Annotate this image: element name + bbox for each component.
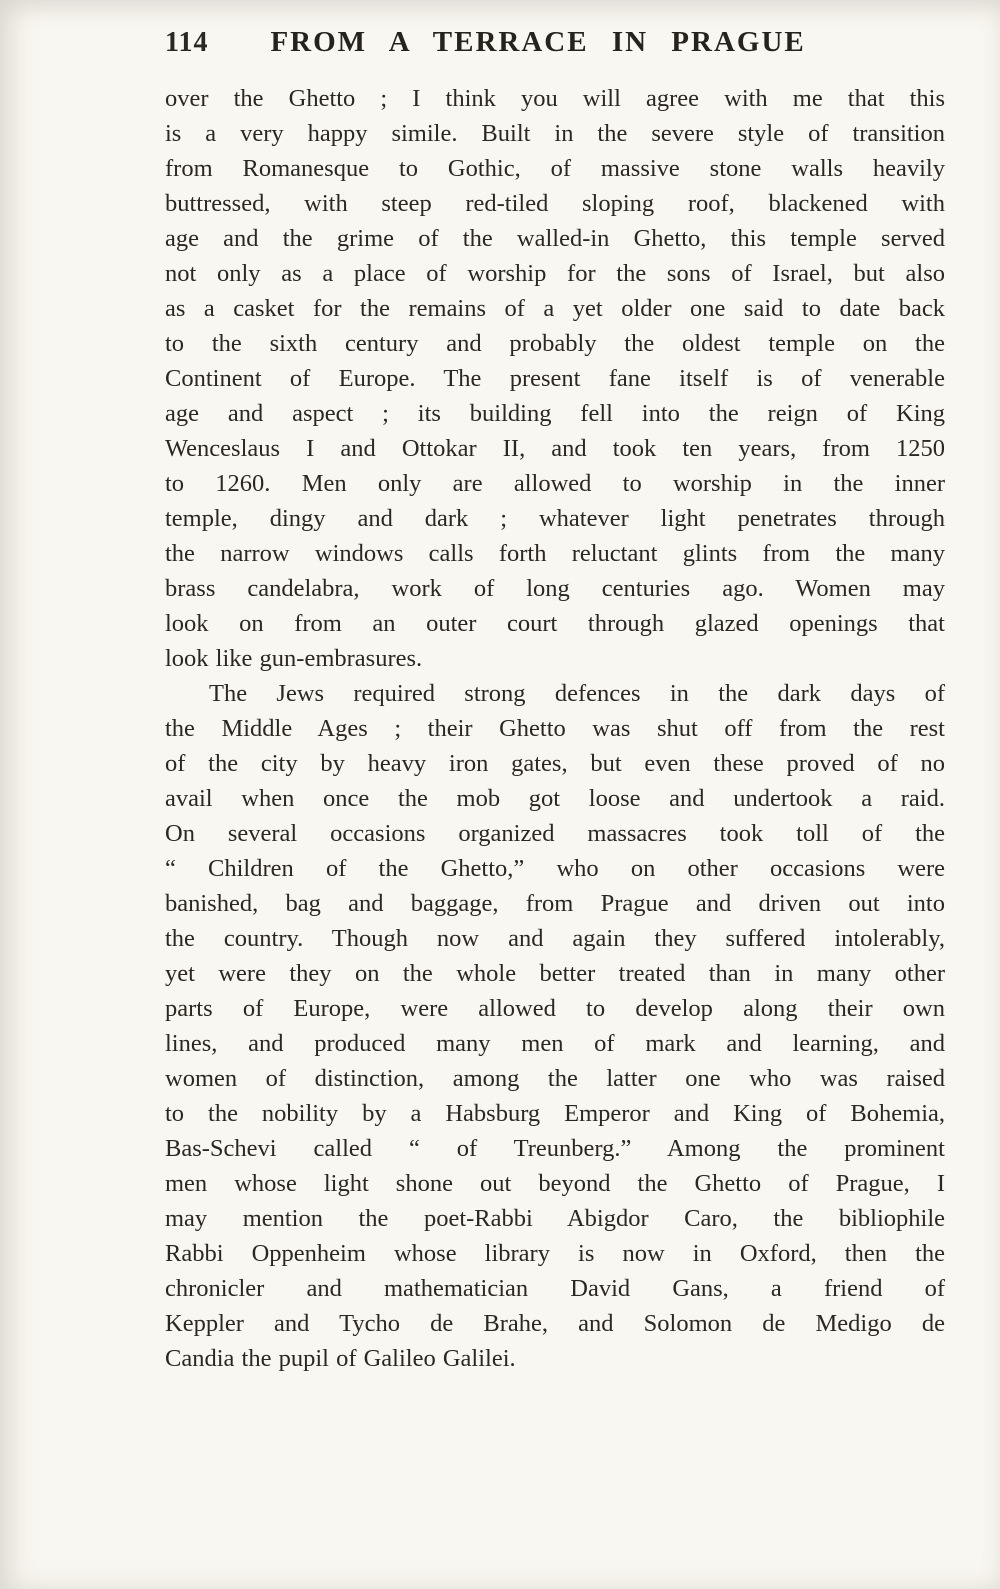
text-line: The Jews required strong defences in the dark days of (209, 680, 945, 707)
text-line: the narrow windows calls forth reluctant glints from the many (165, 540, 945, 567)
text-line: not only as a place of worship for the sons of Israel, but also (165, 260, 945, 287)
text-line: over the Ghetto ; I think you will agree with me that this (165, 85, 945, 112)
text-line: Candia the pupil of Galileo Galilei. (165, 1345, 516, 1372)
text-line: to the sixth century and probably the oldest temple on the (165, 330, 945, 357)
text-line: banished, bag and baggage, from Prague and driven out into (165, 890, 945, 917)
text-line: Bas-Schevi called “ of Treunberg.” Among the prominent (165, 1135, 945, 1162)
text-line: Keppler and Tycho de Brahe, and Solomon de Medigo de (165, 1310, 945, 1337)
page-number: 114 (165, 27, 209, 58)
text-line: chronicler and mathematician David Gans, a friend of (165, 1275, 945, 1302)
text-line: look on from an outer court through glazed openings that (165, 610, 945, 637)
text-line: may mention the poet-Rabbi Abigdor Caro, the bibliophile (165, 1205, 945, 1232)
text-line: avail when once the mob got loose and undertook a raid. (165, 785, 945, 812)
text-line: buttressed, with steep red-tiled sloping roof, blackened with (165, 190, 945, 217)
text-line: men whose light shone out beyond the Ghetto of Prague, I (165, 1170, 945, 1197)
page-header (165, 26, 945, 59)
text-line: brass candelabra, work of long centuries ago. Women may (165, 575, 945, 602)
text-line: as a casket for the remains of a yet older one said to date back (165, 295, 945, 322)
text-line: “ Children of the Ghetto,” who on other occasions were (165, 855, 945, 882)
text-line: On several occasions organized massacres took toll of the (165, 820, 945, 847)
text-line: the country. Though now and again they suffered intolerably, (165, 925, 945, 952)
text-line: temple, dingy and dark ; whatever light penetrates through (165, 505, 945, 532)
text-line: age and aspect ; its building fell into the reign of King (165, 400, 945, 427)
page-body (165, 81, 945, 1376)
paragraph (165, 676, 945, 1376)
paragraph (165, 81, 945, 676)
text-line: from Romanesque to Gothic, of massive stone walls heavily (165, 155, 945, 182)
text-line: is a very happy simile. Built in the severe style of transition (165, 120, 945, 147)
text-line: Wenceslaus I and Ottokar II, and took ten years, from 1250 (165, 435, 945, 462)
text-line: lines, and produced many men of mark and learning, and (165, 1030, 945, 1057)
text-line: the Middle Ages ; their Ghetto was shut off from the rest (165, 715, 945, 742)
text-line: yet were they on the whole better treated than in many other (165, 960, 945, 987)
running-title: FROM A TERRACE IN PRAGUE (270, 26, 806, 58)
text-line: to the nobility by a Habsburg Emperor and King of Bohemia, (165, 1100, 945, 1127)
text-line: look like gun-embrasures. (165, 645, 423, 672)
text-line: of the city by heavy iron gates, but even these proved of no (165, 750, 945, 777)
text-line: Continent of Europe. The present fane itself is of venerable (165, 365, 945, 392)
text-line: to 1260. Men only are allowed to worship in the inner (165, 470, 945, 497)
text-line: parts of Europe, were allowed to develop along their own (165, 995, 945, 1022)
text-line: age and the grime of the walled-in Ghetto, this temple served (165, 225, 945, 252)
text-line: women of distinction, among the latter one who was raised (165, 1065, 945, 1092)
text-line: Rabbi Oppenheim whose library is now in Oxford, then the (165, 1240, 945, 1267)
